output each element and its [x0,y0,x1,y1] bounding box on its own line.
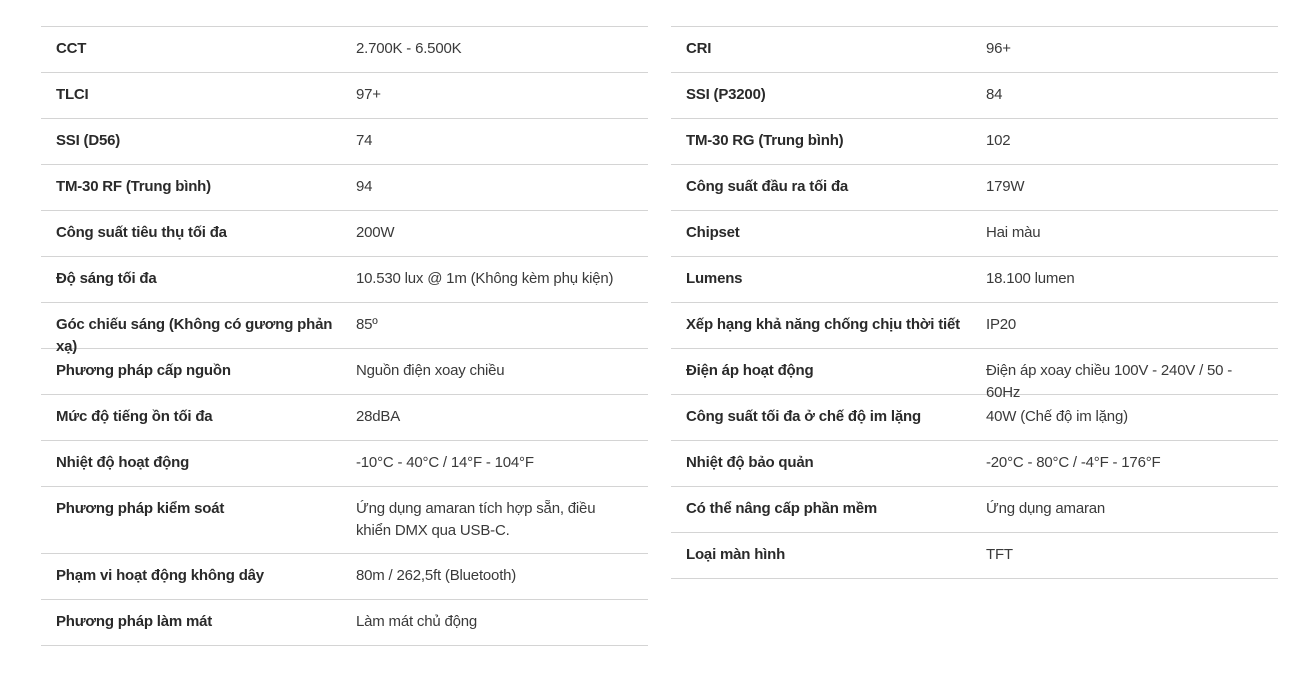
spec-label: Độ sáng tối đa [56,270,157,287]
spec-label: Điện áp hoạt động [686,362,814,379]
spec-label: Góc chiếu sáng (Không có gương phản xạ) [56,316,333,355]
spec-row [41,554,648,600]
spec-value: 85º [356,316,378,333]
spec-label: Loại màn hình [686,546,786,563]
spec-value: Làm mát chủ động [356,613,478,630]
spec-label: Lumens [686,270,743,287]
spec-row [671,441,1278,487]
spec-row [41,487,648,554]
spec-label: Phương pháp cấp nguồn [56,362,231,379]
spec-value: Ứng dụng amaran tích hợp sẵn, điều khiển DMX qua USB-C. [356,500,596,539]
spec-label: Phương pháp làm mát [56,613,213,630]
spec-row [41,600,648,646]
spec-value: 94 [356,178,373,195]
spec-label: Công suất tiêu thụ tối đa [56,224,227,241]
spec-label: Xếp hạng khả năng chống chịu thời tiết [686,316,960,333]
spec-row [671,73,1278,119]
spec-label: TM-30 RF (Trung bình) [56,178,211,195]
spec-table-right [671,26,1278,579]
spec-value: 2.700K - 6.500K [356,40,462,57]
spec-value: 84 [986,86,1003,103]
spec-value: 40W (Chế độ im lặng) [986,408,1128,425]
spec-label: TM-30 RG (Trung bình) [686,132,844,149]
spec-label: Nhiệt độ hoạt động [56,454,190,471]
spec-value: 96+ [986,40,1011,57]
spec-label: Có thể nâng cấp phần mềm [686,500,878,517]
spec-value: 74 [356,132,373,149]
spec-value: 200W [356,224,395,241]
spec-label: SSI (D56) [56,132,121,149]
spec-row [671,211,1278,257]
spec-row [41,165,648,211]
spec-row [671,303,1278,349]
spec-row [41,441,648,487]
spec-row [671,533,1278,579]
spec-label: Công suất đầu ra tối đa [686,178,849,195]
spec-label: Phương pháp kiểm soát [56,500,225,517]
spec-row [41,303,648,355]
spec-row [671,349,1278,401]
spec-row [41,395,648,441]
spec-value: TFT [986,546,1013,563]
spec-table-left [41,26,648,646]
spec-label: Công suất tối đa ở chế độ im lặng [686,408,921,425]
spec-value: 179W [986,178,1025,195]
spec-value: Điện áp xoay chiều 100V - 240V / 50 - 60Hz [986,362,1233,401]
spec-label: Phạm vi hoạt động không dây [56,567,264,584]
spec-value: 18.100 lumen [986,270,1075,287]
spec-value: 102 [986,132,1011,149]
spec-row [671,27,1278,73]
spec-row [41,257,648,303]
spec-value: 10.530 lux @ 1m (Không kèm phụ kiện) [356,270,614,287]
spec-row [41,119,648,165]
spec-label: CRI [686,40,712,57]
spec-row [671,165,1278,211]
spec-label: CCT [56,40,87,57]
spec-row [671,257,1278,303]
spec-row [41,27,648,73]
spec-label: Chipset [686,224,740,241]
spec-label: Nhiệt độ bảo quản [686,454,814,471]
spec-label: Mức độ tiếng ồn tối đa [56,408,213,425]
spec-value: Ứng dụng amaran [986,500,1106,517]
spec-value: -20°C - 80°C / -4°F - 176°F [986,454,1161,471]
spec-label: TLCI [56,86,89,103]
spec-label: SSI (P3200) [686,86,766,103]
spec-row [41,211,648,257]
spec-value: 97+ [356,86,381,103]
spec-value: 28dBA [356,408,401,425]
spec-value: 80m / 262,5ft (Bluetooth) [356,567,517,584]
spec-row [671,487,1278,533]
spec-value: Nguồn điện xoay chiều [356,362,505,379]
spec-row [671,119,1278,165]
spec-value: IP20 [986,316,1017,333]
spec-value: -10°C - 40°C / 14°F - 104°F [356,454,534,471]
spec-row [41,73,648,119]
spec-value: Hai màu [986,224,1041,241]
